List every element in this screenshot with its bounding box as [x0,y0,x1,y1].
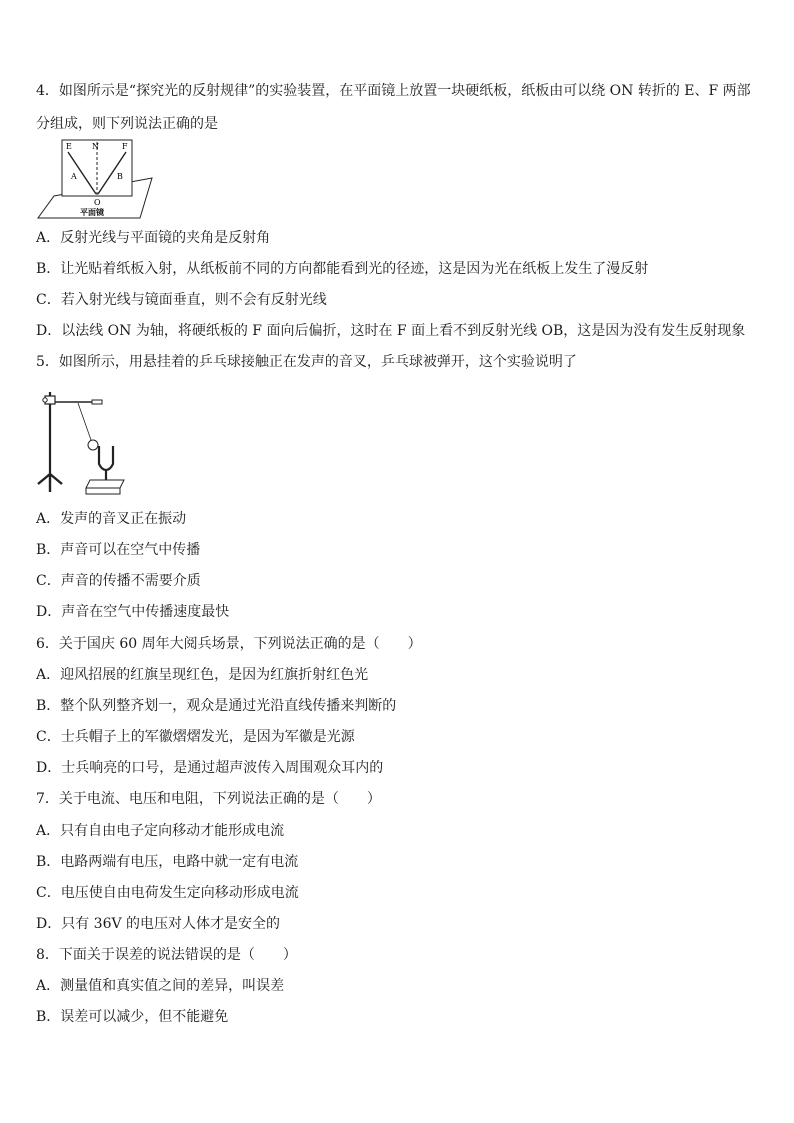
tuning-fork-figure [36,388,128,496]
clamp-screw [43,398,47,402]
q8-stem: 8．下面关于误差的说法错误的是（ ） [36,947,297,963]
q8-option-a: A．测量值和真实值之间的差异，叫误差 [36,978,285,994]
q4-option-c: C．若入射光线与镜面垂直，则不会有反射光线 [36,292,327,308]
q4-option-a: A．反射光线与平面镜的夹角是反射角 [36,230,271,246]
q4-stem-line1: 4．如图所示是“探究光的反射规律”的实验装置，在平面镜上放置一块硬纸板，纸板由可以绕 ON 转折的 E、F 两部 [36,83,751,99]
q7-stem: 7．关于电流、电压和电阻，下列说法正确的是（ ） [36,791,381,807]
q5-option-b: B．声音可以在空气中传播 [36,542,201,558]
reflection-experiment-figure [36,138,154,220]
q4-option-d: D．以法线 ON 为轴，将硬纸板的 F 面向后偏折，这时在 F 面上看不到反射光线 OB，这是因为没有发生反射现象 [36,323,746,339]
q6-stem: 6．关于国庆 60 周年大阅兵场景，下列说法正确的是（ ） [36,636,422,652]
stand-base [38,474,62,492]
q7-option-a: A．只有自由电子定向移动才能形成电流 [36,823,285,839]
q8-option-b: B．误差可以减少，但不能避免 [36,1009,229,1025]
tuning-fork-prongs [99,446,113,470]
q7-option-b: B．电路两端有电压，电路中就一定有电流 [36,854,299,870]
q7-option-c: C．电压使自由电荷发生定向移动形成电流 [36,885,299,901]
q4-option-b: B．让光贴着纸板入射，从纸板前不同的方向都能看到光的径迹，这是因为光在纸板上发生了漫反射 [36,261,649,277]
ping-pong-ball [88,440,98,450]
resonance-box-top [86,480,124,488]
label-mirror: 平面镜 [80,207,104,217]
q5-option-a: A．发声的音叉正在振动 [36,511,187,527]
label-O: O [94,198,101,207]
resonance-box-front [86,488,120,494]
q5-option-c: C．声音的传播不需要介质 [36,573,201,589]
label-F: F [122,142,128,151]
arm-end [92,400,102,404]
q6-option-a: A．迎风招展的红旗呈现红色，是因为红旗折射红色光 [36,667,369,683]
label-B: B [117,172,123,181]
label-A: A [71,172,77,181]
label-N: N [92,142,99,151]
q6-option-d: D．士兵响亮的口号，是通过超声波传入周围观众耳内的 [36,760,384,776]
label-E: E [66,142,72,151]
suspension-thread [78,403,91,440]
q5-stem: 5．如图所示，用悬挂着的乒乓球接触正在发声的音叉，乒乓球被弹开，这个实验说明了 [36,354,577,370]
q7-option-d: D．只有 36V 的电压对人体才是安全的 [36,916,281,932]
q4-stem-line2: 分组成，则下列说法正确的是 [36,116,218,132]
q5-option-d: D．声音在空气中传播速度最快 [36,604,230,620]
q6-option-b: B．整个队列整齐划一，观众是通过光沿直线传播来判断的 [36,698,397,714]
q6-option-c: C．士兵帽子上的军徽熠熠发光，是因为军徽是光源 [36,729,355,745]
